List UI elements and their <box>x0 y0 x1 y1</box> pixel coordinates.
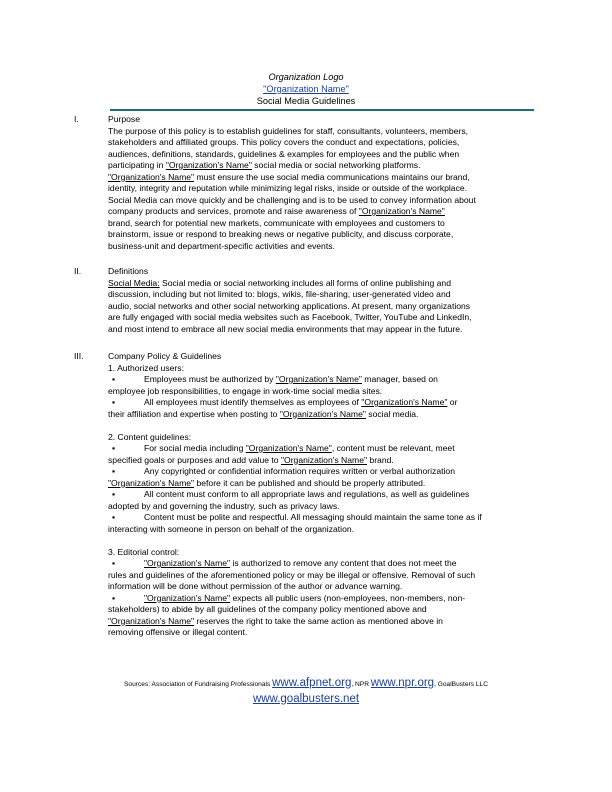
bullet-icon: ▪ <box>112 443 116 453</box>
section-body: Purpose The purpose of this policy is to establish guidelines for staff, consultants, volunteers, members, stakeholders and affiliated groups. This policy covers the conduct and expectations, policies, audiences, definitions, standards, guidelines & examples for employees and the public when participating in "Organization's Name" social media or social networking platforms. "Organization's Name" must ensure the use social media communications maintains our brand, identity, integrity and reputation while minimizing legal risks, inside or outside of the workplace. Social Media can move quickly and be challenging and is to be used to convey information about company products and services, promote and raise awareness of "Organization's Name" brand, search for potential new markets, communicate with employees and customers to brainstorm, issue or respond to breaking news or negative publicity, and discuss corporate, business-unit and department-specific activities and events. <box>108 114 536 252</box>
bullet-icon: ▪ <box>112 466 116 476</box>
org-name-ref: "Organization's Name" <box>275 374 362 384</box>
organization-name: "Organization Name" <box>263 84 349 94</box>
bullet-icon: ▪ <box>112 592 116 603</box>
document-title: Social Media Guidelines <box>256 96 356 106</box>
org-name-ref: "Organization's Name" <box>358 206 445 216</box>
list-item: ▪ All content must conform to all appropriate laws and regulations, as well as guidelines <box>108 489 536 501</box>
list-item: ▪ "Organization's Name" is authorized to remove any content that does not meet the <box>108 558 536 570</box>
bullet-icon: ▪ <box>112 397 116 407</box>
section-title: Definitions <box>108 266 149 276</box>
subsection-content-guidelines: 2. Content guidelines: <box>108 431 192 442</box>
list-item: ▪ All employees must identify themselves as employees of "Organization's Name" or <box>108 397 536 409</box>
org-name-ref: "Organization's Name" <box>245 443 332 453</box>
bullet-icon: ▪ <box>112 374 116 384</box>
defined-term: Social Media: <box>108 277 160 288</box>
org-name-ref: "Organization's Name" <box>144 558 231 568</box>
npr-link[interactable]: www.npr.org <box>370 677 435 689</box>
section-body: Company Policy & Guidelines 1. Authorized users: ▪ Employees must be authorized by "Organization's Name" manager, based on employee job responsibilities, to engage in work-time social media sites. ▪ All employees must identify themselves as employees of "Organization's Name" or their affiliation and expertise when posting to "Organization's Name" social media. 2. Content guidelines: ▪ For social media including "Organization's Name", content must be relevant, meet specified goals or purposes and add value to "Organization's Name" brand. ▪ Any copyrighted or confidential information requires written or verbal authorization "Organization's Name" before it can be published and should be properly attributed. ▪ All content must conform to all appropriate laws and regulations, as well as guidelines adopted by and governing the industry, such as privacy laws. ▪ Content must be polite and respectful. All messaging should maintain the same tone as if interacting with someone in person on behalf of the organization. 3. Editorial control: ▪ "Organization's Name" is authorized to remove any content that does not meet the rules and guidelines of the aforementioned policy or may be illegal or offensive. Removal of such information will be done without permission of the author or advance warning. ▪ "Organization's Name" expects all public users (non-employees, non-members, non- stakeholders) to abide by all guidelines of the company policy mentioned above and "Organization's Name" reserves the right to take the same action as mentioned above in removing offensive or illegal content. <box>108 351 536 639</box>
sources-prefix: Sources: Association of Fundraising Professionals <box>124 681 273 688</box>
bullet-icon: ▪ <box>112 489 116 499</box>
bullet-icon: ▪ <box>112 512 116 522</box>
section-number: II. <box>74 266 82 276</box>
org-name-ref: "Organization's Name" <box>361 397 448 407</box>
org-name-ref: "Organization's Name" <box>279 408 366 419</box>
section-title: Company Policy & Guidelines <box>108 351 222 361</box>
afpnet-link[interactable]: www.afpnet.org <box>272 677 352 689</box>
org-name-ref: "Organization's Name" <box>144 592 231 603</box>
document-header <box>0 71 612 107</box>
organization-logo-placeholder: Organization Logo <box>268 72 344 82</box>
header-divider <box>110 109 534 111</box>
list-item: ▪ Employees must be authorized by "Organization's Name" manager, based on <box>108 374 536 386</box>
org-name-ref: "Organization's Name" <box>165 160 252 170</box>
goalbusters-link[interactable]: www.goalbusters.net <box>252 693 360 705</box>
org-name-ref: "Organization's Name" <box>108 477 195 488</box>
subsection-authorized-users: 1. Authorized users: <box>108 362 184 373</box>
list-item: ▪ For social media including "Organization's Name", content must be relevant, meet <box>108 443 536 455</box>
list-item: ▪ Any copyrighted or confidential information requires written or verbal authorization <box>108 466 536 478</box>
section-number: I. <box>74 114 79 124</box>
list-item: ▪ Content must be polite and respectful. All messaging should maintain the same tone as if <box>108 512 536 524</box>
section-title: Purpose <box>108 114 141 124</box>
section-body: Definitions Social Media: Social media or social networking includes all forms of online publishing and discussion, including but not limited to: blogs, wikis, file‐sharing, user‐generated video and audio, social networks and other social networking applications. At present, many organizations are fully engaged with social media websites such as Facebook, Twitter, YouTube and LinkedIn, and most intend to embrace all new social media environments that may appear in the future. <box>108 266 536 335</box>
section-number: III. <box>74 351 84 361</box>
sources-footer: Sources: Association of Fundraising Professionals www.afpnet.org, NPR www.npr.org, GoalBusters LLC www.goalbusters.net <box>124 677 488 705</box>
bullet-icon: ▪ <box>112 558 116 568</box>
list-item: ▪ "Organization's Name" expects all public users (non-employees, non-members, non- <box>108 593 536 605</box>
org-name-ref: "Organization's Name" <box>280 454 368 465</box>
org-name-ref: "Organization's Name" <box>108 615 195 626</box>
subsection-editorial-control: 3. Editorial control: <box>108 546 180 557</box>
org-name-ref: "Organization's Name" <box>108 171 195 182</box>
